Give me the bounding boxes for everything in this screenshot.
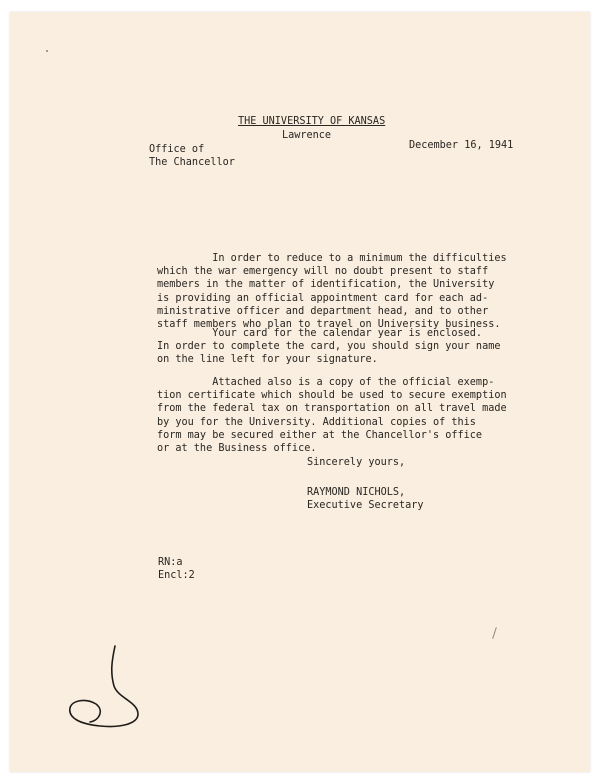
paragraph-line: In order to reduce to a minimum the difficulties — [157, 253, 507, 264]
paragraph-line: ministrative officer and department head, and to other — [157, 305, 489, 317]
paragraph-line: Attached also is a copy of the official exemp- — [157, 377, 495, 388]
letterhead-city: Lawrence — [282, 130, 332, 141]
letter-sheet — [10, 12, 590, 772]
body-paragraph-1 — [157, 252, 507, 331]
paragraph-line: In order to complete the card, you should sign your name — [157, 341, 501, 353]
paragraph-line: tion certificate which should be used to secure exemption — [157, 390, 507, 402]
paragraph-line: form may be secured either at the Chancellor's office — [157, 429, 483, 441]
paragraph-line: on the line left for your signature. — [157, 354, 378, 366]
sender-office-line1: Office of — [149, 144, 205, 155]
paragraph-line: or at the Business office. — [157, 443, 317, 455]
closing: Sincerely yours, — [307, 457, 406, 468]
handwritten-mark-icon — [60, 642, 160, 732]
letterhead-institution: THE UNIVERSITY OF KANSAS — [238, 116, 386, 127]
paragraph-line: by you for the University. Additional copies of this — [157, 416, 476, 428]
signer-title: Executive Secretary — [307, 500, 424, 512]
paragraph-line: from the federal tax on transportation on all travel made — [157, 403, 507, 415]
enclosure-note: Encl:2 — [158, 570, 195, 582]
body-paragraph-3 — [157, 376, 507, 455]
pencil-tick-mark — [492, 627, 497, 639]
paragraph-line: staff members who plan to travel on University business. — [157, 319, 501, 331]
signer-name: RAYMOND NICHOLS, — [307, 487, 406, 498]
paragraph-line: Your card for the calendar year is enclosed. — [157, 328, 483, 339]
signature-block — [307, 486, 424, 512]
paper-speck — [46, 50, 48, 52]
paragraph-line: which the war emergency will no doubt present to staff — [157, 266, 489, 278]
body-paragraph-2 — [157, 327, 500, 367]
paragraph-line: members in the matter of identification, the University — [157, 279, 495, 291]
reference-initials — [158, 556, 195, 582]
letter-date: December 16, 1941 — [409, 140, 514, 151]
typist-initials: RN:a — [158, 557, 183, 568]
paragraph-line: is providing an official appointment card for each ad- — [157, 292, 489, 304]
sender-office-line2: The Chancellor — [149, 157, 235, 169]
sender-office — [149, 143, 235, 169]
